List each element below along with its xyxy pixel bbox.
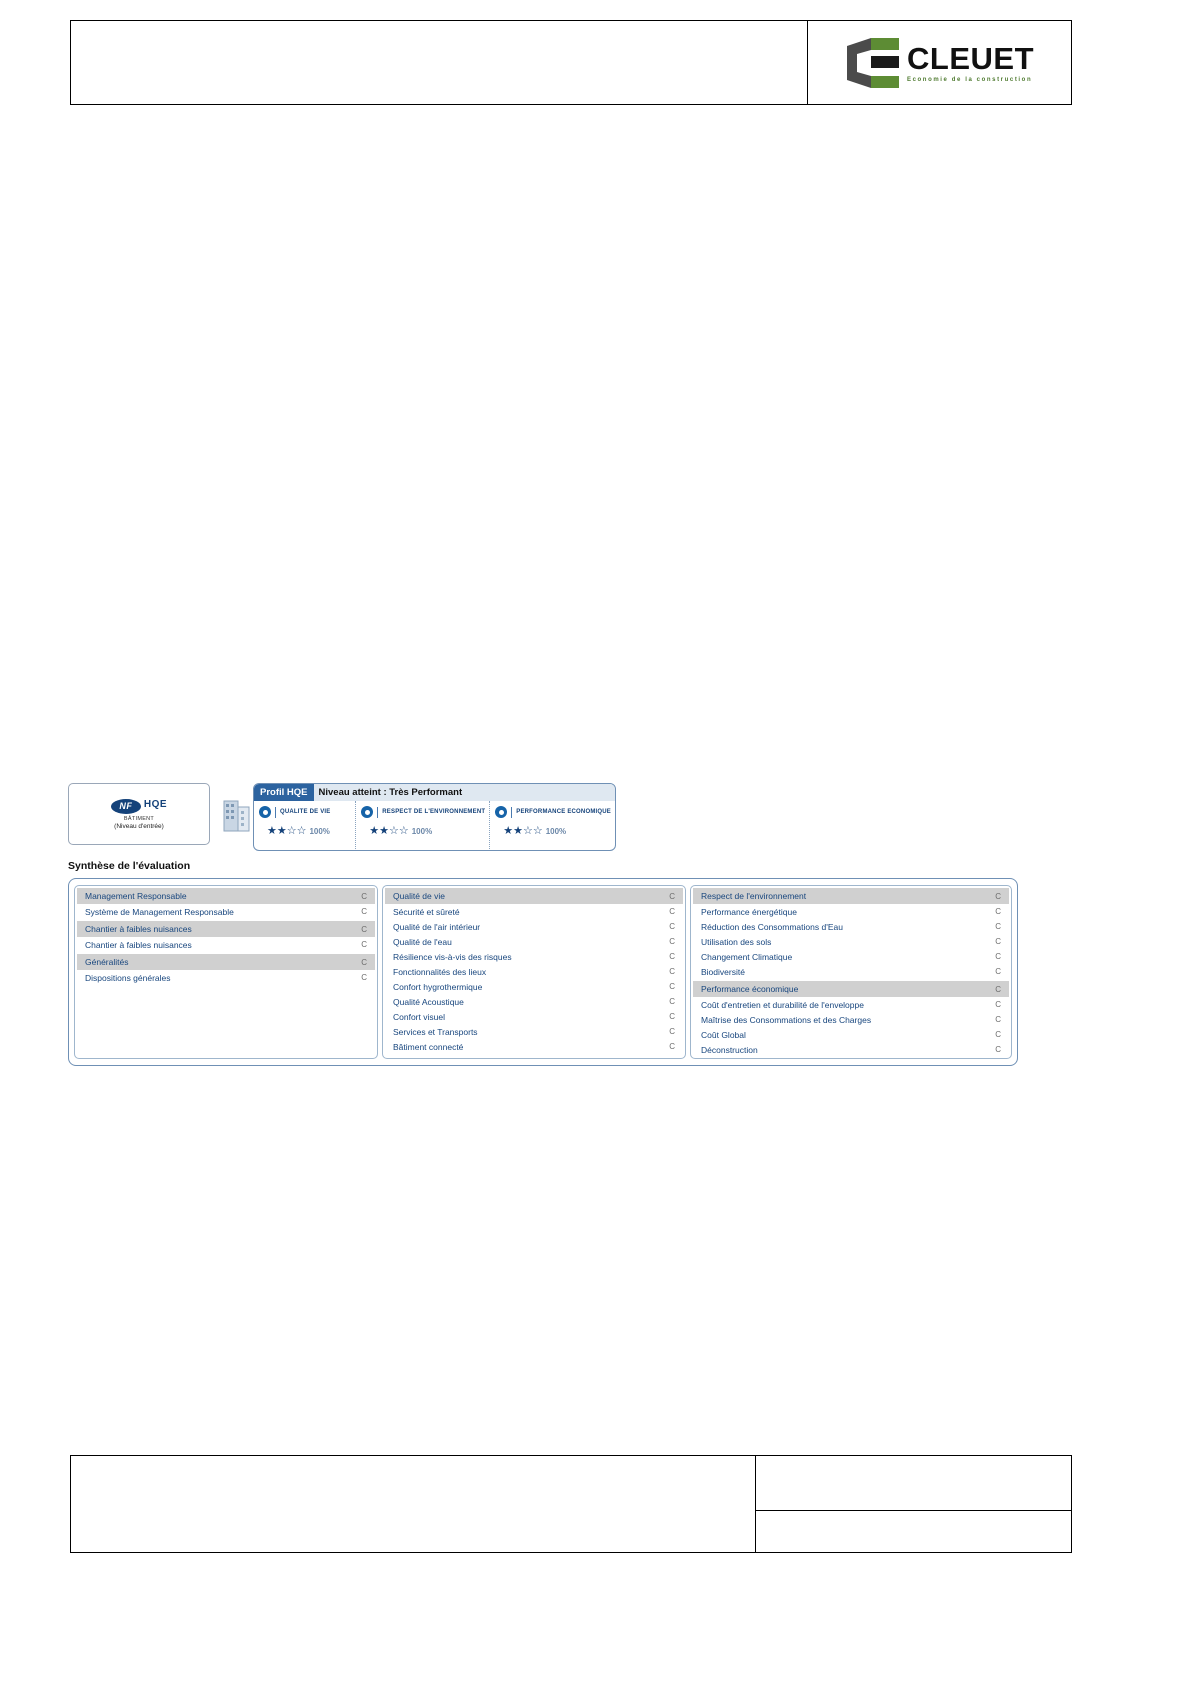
- pillar-stars-icon: ★★☆☆: [369, 825, 409, 837]
- synthesis-row: [385, 949, 683, 964]
- pillar-stars-icon: ★★☆☆: [267, 825, 307, 837]
- group-grade: C: [995, 891, 1001, 901]
- synthesis-row: [693, 949, 1009, 964]
- pillar-respect-environnement: [356, 801, 490, 851]
- row-grade: C: [995, 952, 1001, 961]
- pillar-rating: [495, 826, 611, 837]
- group-grade: C: [361, 891, 367, 901]
- row-label: Coût Global: [701, 1029, 746, 1040]
- row-label: Qualité de l'eau: [393, 936, 452, 947]
- row-grade: C: [995, 1015, 1001, 1024]
- row-grade: C: [995, 1045, 1001, 1054]
- page-header: [70, 20, 1072, 105]
- group-label: Performance économique: [701, 984, 799, 994]
- pillar-label: QUALITE DE VIE: [280, 809, 331, 815]
- row-label: Utilisation des sols: [701, 936, 772, 947]
- pillar-divider: [275, 807, 276, 818]
- row-label: Déconstruction: [701, 1044, 758, 1055]
- synthesis-row: [693, 1012, 1009, 1027]
- hqe-pillars: [254, 801, 615, 851]
- pillar-head: [259, 805, 351, 819]
- pillar-circle-icon: [361, 806, 373, 818]
- company-logo: [845, 36, 1034, 90]
- synthesis-group-header: [693, 981, 1009, 997]
- synthesis-row: [693, 997, 1009, 1012]
- row-label: Services et Transports: [393, 1026, 478, 1037]
- row-label: Biodiversité: [701, 966, 745, 977]
- synthesis-column-2: [382, 885, 686, 1059]
- row-label: Chantier à faibles nuisances: [85, 939, 192, 950]
- pillar-head: [495, 805, 611, 819]
- row-grade: C: [361, 940, 367, 949]
- synthesis-group-header: [693, 888, 1009, 904]
- synthesis-row: [385, 964, 683, 979]
- synthesis-row: [693, 1027, 1009, 1042]
- footer-right-top-cell: [756, 1456, 1071, 1511]
- group-grade: C: [995, 984, 1001, 994]
- row-label: Changement Climatique: [701, 951, 793, 962]
- footer-right-bottom-cell: [756, 1511, 1071, 1552]
- synthesis-row: [385, 1009, 683, 1024]
- row-label: Confort hygrothermique: [393, 981, 483, 992]
- row-grade: C: [669, 997, 675, 1006]
- logo-mark-icon: [845, 36, 901, 90]
- row-label: Coût d'entretien et durabilité de l'enveloppe: [701, 999, 864, 1010]
- row-grade: C: [995, 907, 1001, 916]
- logo-company-name: CLEUET: [907, 40, 1034, 76]
- nf-mark-icon: NF: [111, 799, 141, 814]
- footer-left-cell: [71, 1456, 756, 1552]
- synthesis-title: Synthèse de l'évaluation: [68, 860, 191, 872]
- row-grade: C: [995, 1000, 1001, 1009]
- nf-hqe-badge: [68, 783, 210, 845]
- pillar-percent: 100%: [309, 827, 330, 836]
- synthesis-row: [385, 1024, 683, 1039]
- row-label: Qualité de l'air intérieur: [393, 921, 481, 932]
- hqe-profile-level: Niveau atteint : Très Performant: [318, 787, 463, 798]
- synthesis-row: [693, 934, 1009, 949]
- row-grade: C: [669, 1042, 675, 1051]
- synthesis-panel: [68, 878, 1018, 1066]
- row-label: Bâtiment connecté: [393, 1041, 464, 1052]
- row-grade: C: [995, 937, 1001, 946]
- synthesis-row: [385, 919, 683, 934]
- group-label: Généralités: [85, 957, 129, 967]
- row-grade: C: [995, 1030, 1001, 1039]
- group-grade: C: [361, 957, 367, 967]
- row-grade: C: [669, 982, 675, 991]
- nf-logo-row: [111, 799, 167, 814]
- pillar-label: PERFORMANCE ECONOMIQUE: [516, 809, 611, 815]
- row-grade: C: [669, 967, 675, 976]
- pillar-rating: [361, 826, 485, 837]
- row-label: Dispositions générales: [85, 972, 171, 983]
- synthesis-row: [77, 937, 375, 952]
- synthesis-row: [693, 964, 1009, 979]
- synthesis-row: [77, 970, 375, 985]
- pillar-rating: [259, 826, 351, 837]
- row-label: Confort visuel: [393, 1011, 445, 1022]
- synthesis-group-header: [77, 888, 375, 904]
- group-grade: C: [669, 891, 675, 901]
- synthesis-row: [77, 904, 375, 919]
- row-grade: C: [995, 967, 1001, 976]
- synthesis-row: [385, 979, 683, 994]
- pillar-percent: 100%: [411, 827, 433, 836]
- synthesis-row: [385, 1039, 683, 1054]
- row-grade: C: [669, 952, 675, 961]
- synthesis-row: [693, 919, 1009, 934]
- pillar-stars-icon: ★★☆☆: [503, 825, 543, 837]
- synthesis-column-3: [690, 885, 1012, 1059]
- row-grade: C: [995, 922, 1001, 931]
- pillar-circle-icon: [495, 806, 507, 818]
- footer-right-cells: [756, 1456, 1071, 1552]
- row-grade: C: [361, 907, 367, 916]
- nf-badge-line2: (Niveau d'entrée): [114, 822, 164, 830]
- group-label: Chantier à faibles nuisances: [85, 924, 192, 934]
- logo-text: [907, 40, 1034, 83]
- row-grade: C: [669, 1027, 675, 1036]
- group-label: Respect de l'environnement: [701, 891, 807, 901]
- building-icon: [222, 795, 252, 835]
- pillar-head: [361, 805, 485, 819]
- row-grade: C: [669, 922, 675, 931]
- group-label: Management Responsable: [85, 891, 187, 901]
- pillar-percent: 100%: [545, 827, 567, 836]
- nf-scheme-label: HQE: [143, 798, 168, 810]
- row-label: Performance énergétique: [701, 906, 797, 917]
- group-grade: C: [361, 924, 367, 934]
- row-grade: C: [669, 937, 675, 946]
- nf-badge-line1: BÂTIMENT: [123, 815, 155, 822]
- pillar-qualite-de-vie: [254, 801, 356, 851]
- synthesis-row: [385, 904, 683, 919]
- row-label: Résilience vis-à-vis des risques: [393, 951, 512, 962]
- synthesis-row: [385, 934, 683, 949]
- row-grade: C: [669, 1012, 675, 1021]
- hqe-profile-title-bar: [254, 784, 615, 801]
- row-label: Fonctionnalités des lieux: [393, 966, 487, 977]
- page-footer: [70, 1455, 1072, 1553]
- synthesis-row: [385, 994, 683, 1009]
- header-title-cell: [71, 21, 808, 104]
- hqe-profile-panel: [253, 783, 616, 851]
- pillar-performance-economique: [490, 801, 615, 851]
- row-grade: C: [669, 907, 675, 916]
- synthesis-group-header: [77, 921, 375, 937]
- synthesis-row: [693, 1042, 1009, 1057]
- row-label: Réduction des Consommations d'Eau: [701, 921, 843, 932]
- row-label: Qualité Acoustique: [393, 996, 464, 1007]
- logo-tagline: Economie de la construction: [907, 76, 1033, 83]
- pillar-divider: [511, 807, 512, 818]
- synthesis-group-header: [77, 954, 375, 970]
- synthesis-column-1: [74, 885, 378, 1059]
- synthesis-group-header: [385, 888, 683, 904]
- pillar-label: RESPECT DE L'ENVIRONNEMENT: [382, 809, 486, 815]
- synthesis-row: [693, 904, 1009, 919]
- row-label: Maîtrise des Consommations et des Charges: [701, 1014, 872, 1025]
- row-grade: C: [361, 973, 367, 982]
- hqe-profile-label: Profil HQE: [254, 784, 314, 801]
- header-logo-cell: [808, 21, 1071, 104]
- row-label: Sécurité et sûreté: [393, 906, 460, 917]
- pillar-circle-icon: [259, 806, 271, 818]
- row-label: Système de Management Responsable: [85, 906, 234, 917]
- group-label: Qualité de vie: [393, 891, 445, 901]
- pillar-divider: [377, 807, 378, 818]
